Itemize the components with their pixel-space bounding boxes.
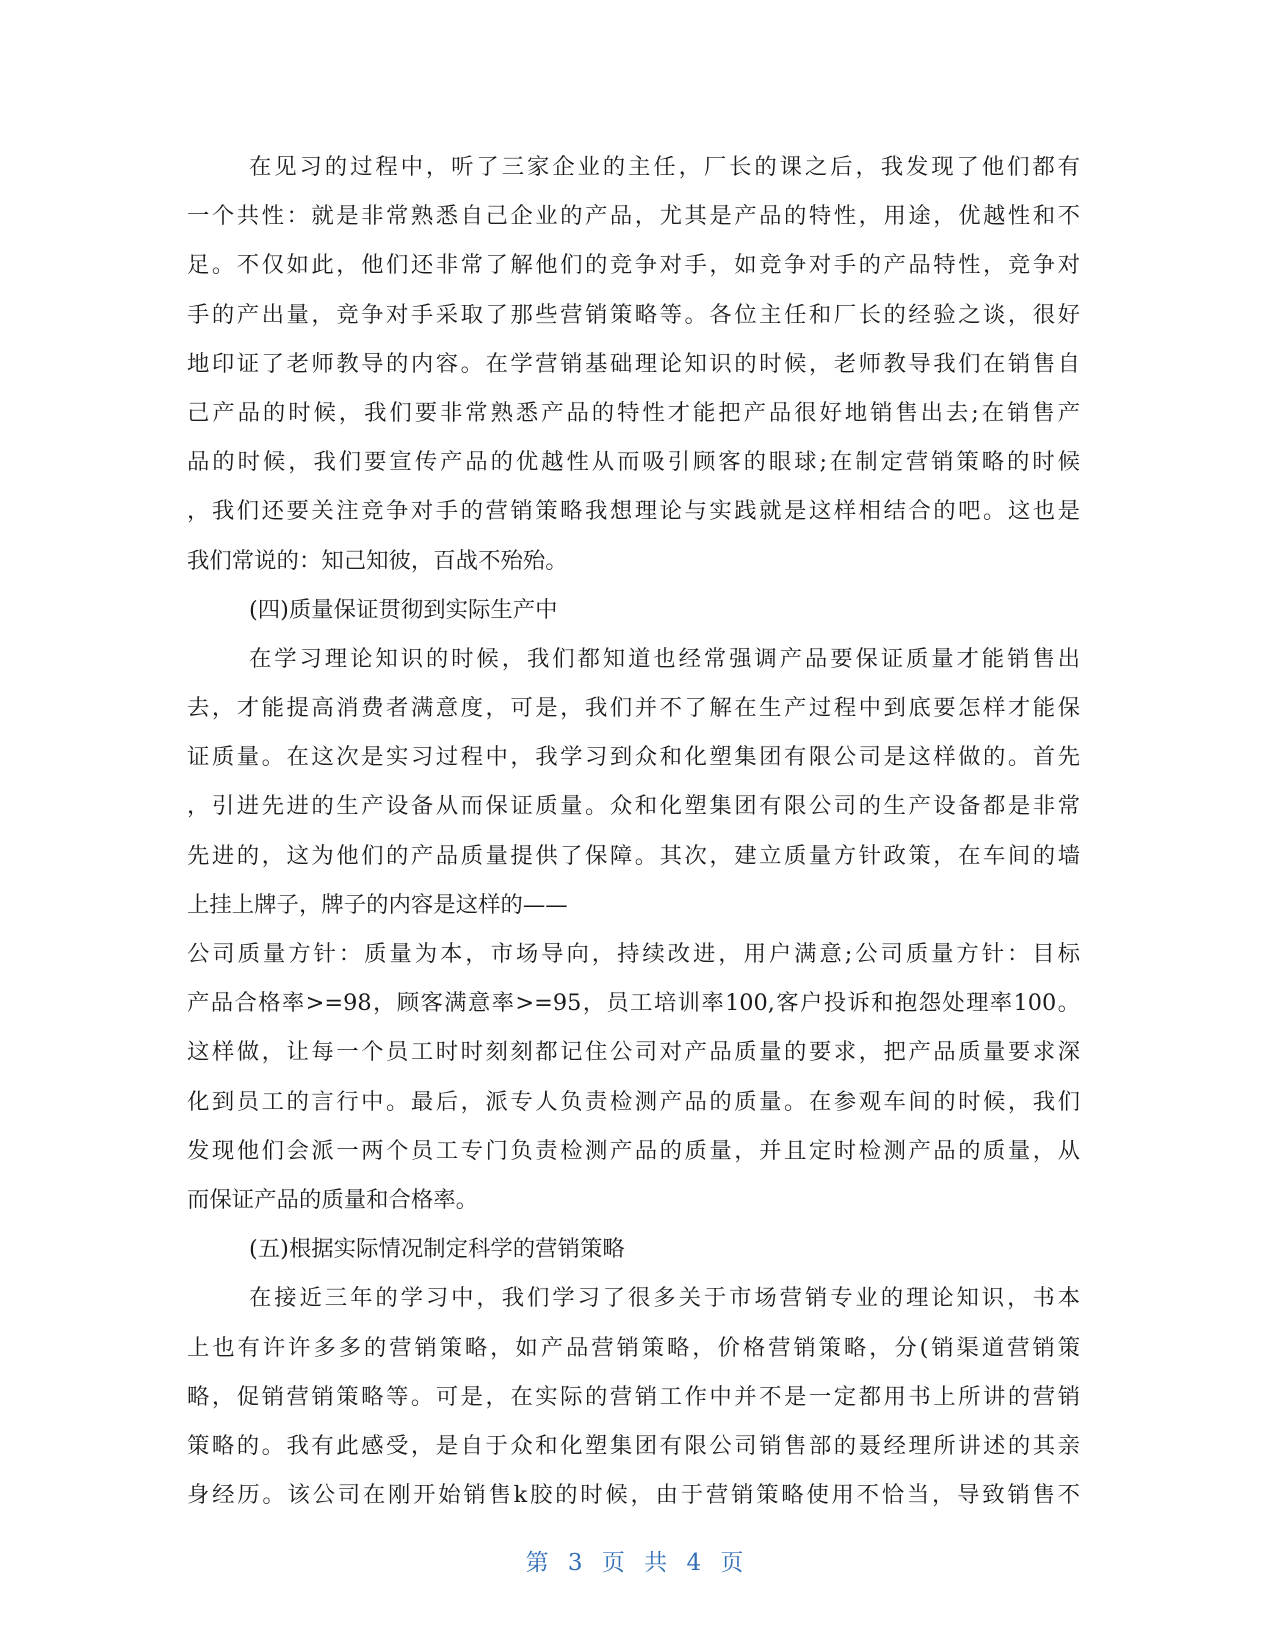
text-line: (四)质量保证贯彻到实际生产中: [249, 596, 558, 623]
text-line: 产品合格率>=98，顾客满意率>=95，员工培训率100,客户投诉和抱怨处理率100。: [187, 990, 1080, 1017]
text-line: ，我们还要关注竞争对手的营销策略我想理论与实践就是这样相结合的吧。这也是: [187, 498, 1080, 525]
text-line: 己产品的时候，我们要非常熟悉产品的特性才能把产品很好地销售出去;在销售产: [187, 399, 1080, 426]
text-line: 品的时候，我们要宣传产品的优越性从而吸引顾客的眼球;在制定营销策略的时候: [187, 449, 1080, 476]
text-line: 在接近三年的学习中，我们学习了很多关于市场营销专业的理论知识，书本: [249, 1285, 1080, 1312]
text-line: 发现他们会派一两个员工专门负责检测产品的质量，并且定时检测产品的质量，从: [187, 1137, 1080, 1164]
text-line: 手的产出量，竞争对手采取了那些营销策略等。各位主任和厂长的经验之谈，很好: [187, 301, 1080, 328]
text-line: 上也有许许多多的营销策略，如产品营销策略，价格营销策略，分(销渠道营销策: [187, 1334, 1080, 1361]
text-line: 先进的，这为他们的产品质量提供了保障。其次，建立质量方针政策，在车间的墙: [187, 842, 1080, 869]
text-line: 略，促销营销策略等。可是，在实际的营销工作中并不是一定都用书上所讲的营销: [187, 1383, 1080, 1410]
document-body: [187, 143, 1080, 1520]
text-line: 证质量。在这次是实习过程中，我学习到众和化塑集团有限公司是这样做的。首先: [187, 744, 1080, 771]
text-line: 身经历。该公司在刚开始销售k胶的时候，由于营销策略使用不恰当，导致销售不: [187, 1482, 1080, 1509]
text-line: 一个共性：就是非常熟悉自己企业的产品，尤其是产品的特性，用途，优越性和不: [187, 203, 1080, 230]
text-line: 在学习理论知识的时候，我们都知道也经常强调产品要保证质量才能销售出: [249, 645, 1080, 672]
text-line: 在见习的过程中，听了三家企业的主任，厂长的课之后，我发现了他们都有: [249, 154, 1080, 180]
text-line: 化到员工的言行中。最后，派专人负责检测产品的质量。在参观车间的时候，我们: [187, 1088, 1080, 1115]
text-line: 上挂上牌子，牌子的内容是这样的——: [187, 891, 568, 918]
text-line: 而保证产品的质量和合格率。: [187, 1186, 479, 1213]
text-line: 策略的。我有此感受，是自于众和化塑集团有限公司销售部的聂经理所讲述的其亲: [187, 1432, 1080, 1459]
text-line: 公司质量方针：质量为本，市场导向，持续改进，用户满意;公司质量方针：目标: [187, 941, 1080, 967]
text-line: 这样做，让每一个员工时时刻刻都记住公司对产品质量的要求，把产品质量要求深: [187, 1039, 1080, 1066]
page-footer: 第 3 页 共 4 页: [525, 1550, 750, 1576]
text-line: 足。不仅如此，他们还非常了解他们的竞争对手，如竞争对手的产品特性，竞争对: [187, 252, 1080, 279]
text-line: ，引进先进的生产设备从而保证质量。众和化塑集团有限公司的生产设备都是非常: [187, 793, 1080, 820]
text-line: 我们常说的：知己知彼，百战不殆殆。: [187, 547, 568, 574]
text-line: 去，才能提高消费者满意度，可是，我们并不了解在生产过程中到底要怎样才能保: [187, 695, 1080, 722]
text-line: (五)根据实际情况制定科学的营销策略: [249, 1236, 625, 1263]
text-line: 地印证了老师教导的内容。在学营销基础理论知识的时候，老师教导我们在销售自: [187, 350, 1080, 377]
